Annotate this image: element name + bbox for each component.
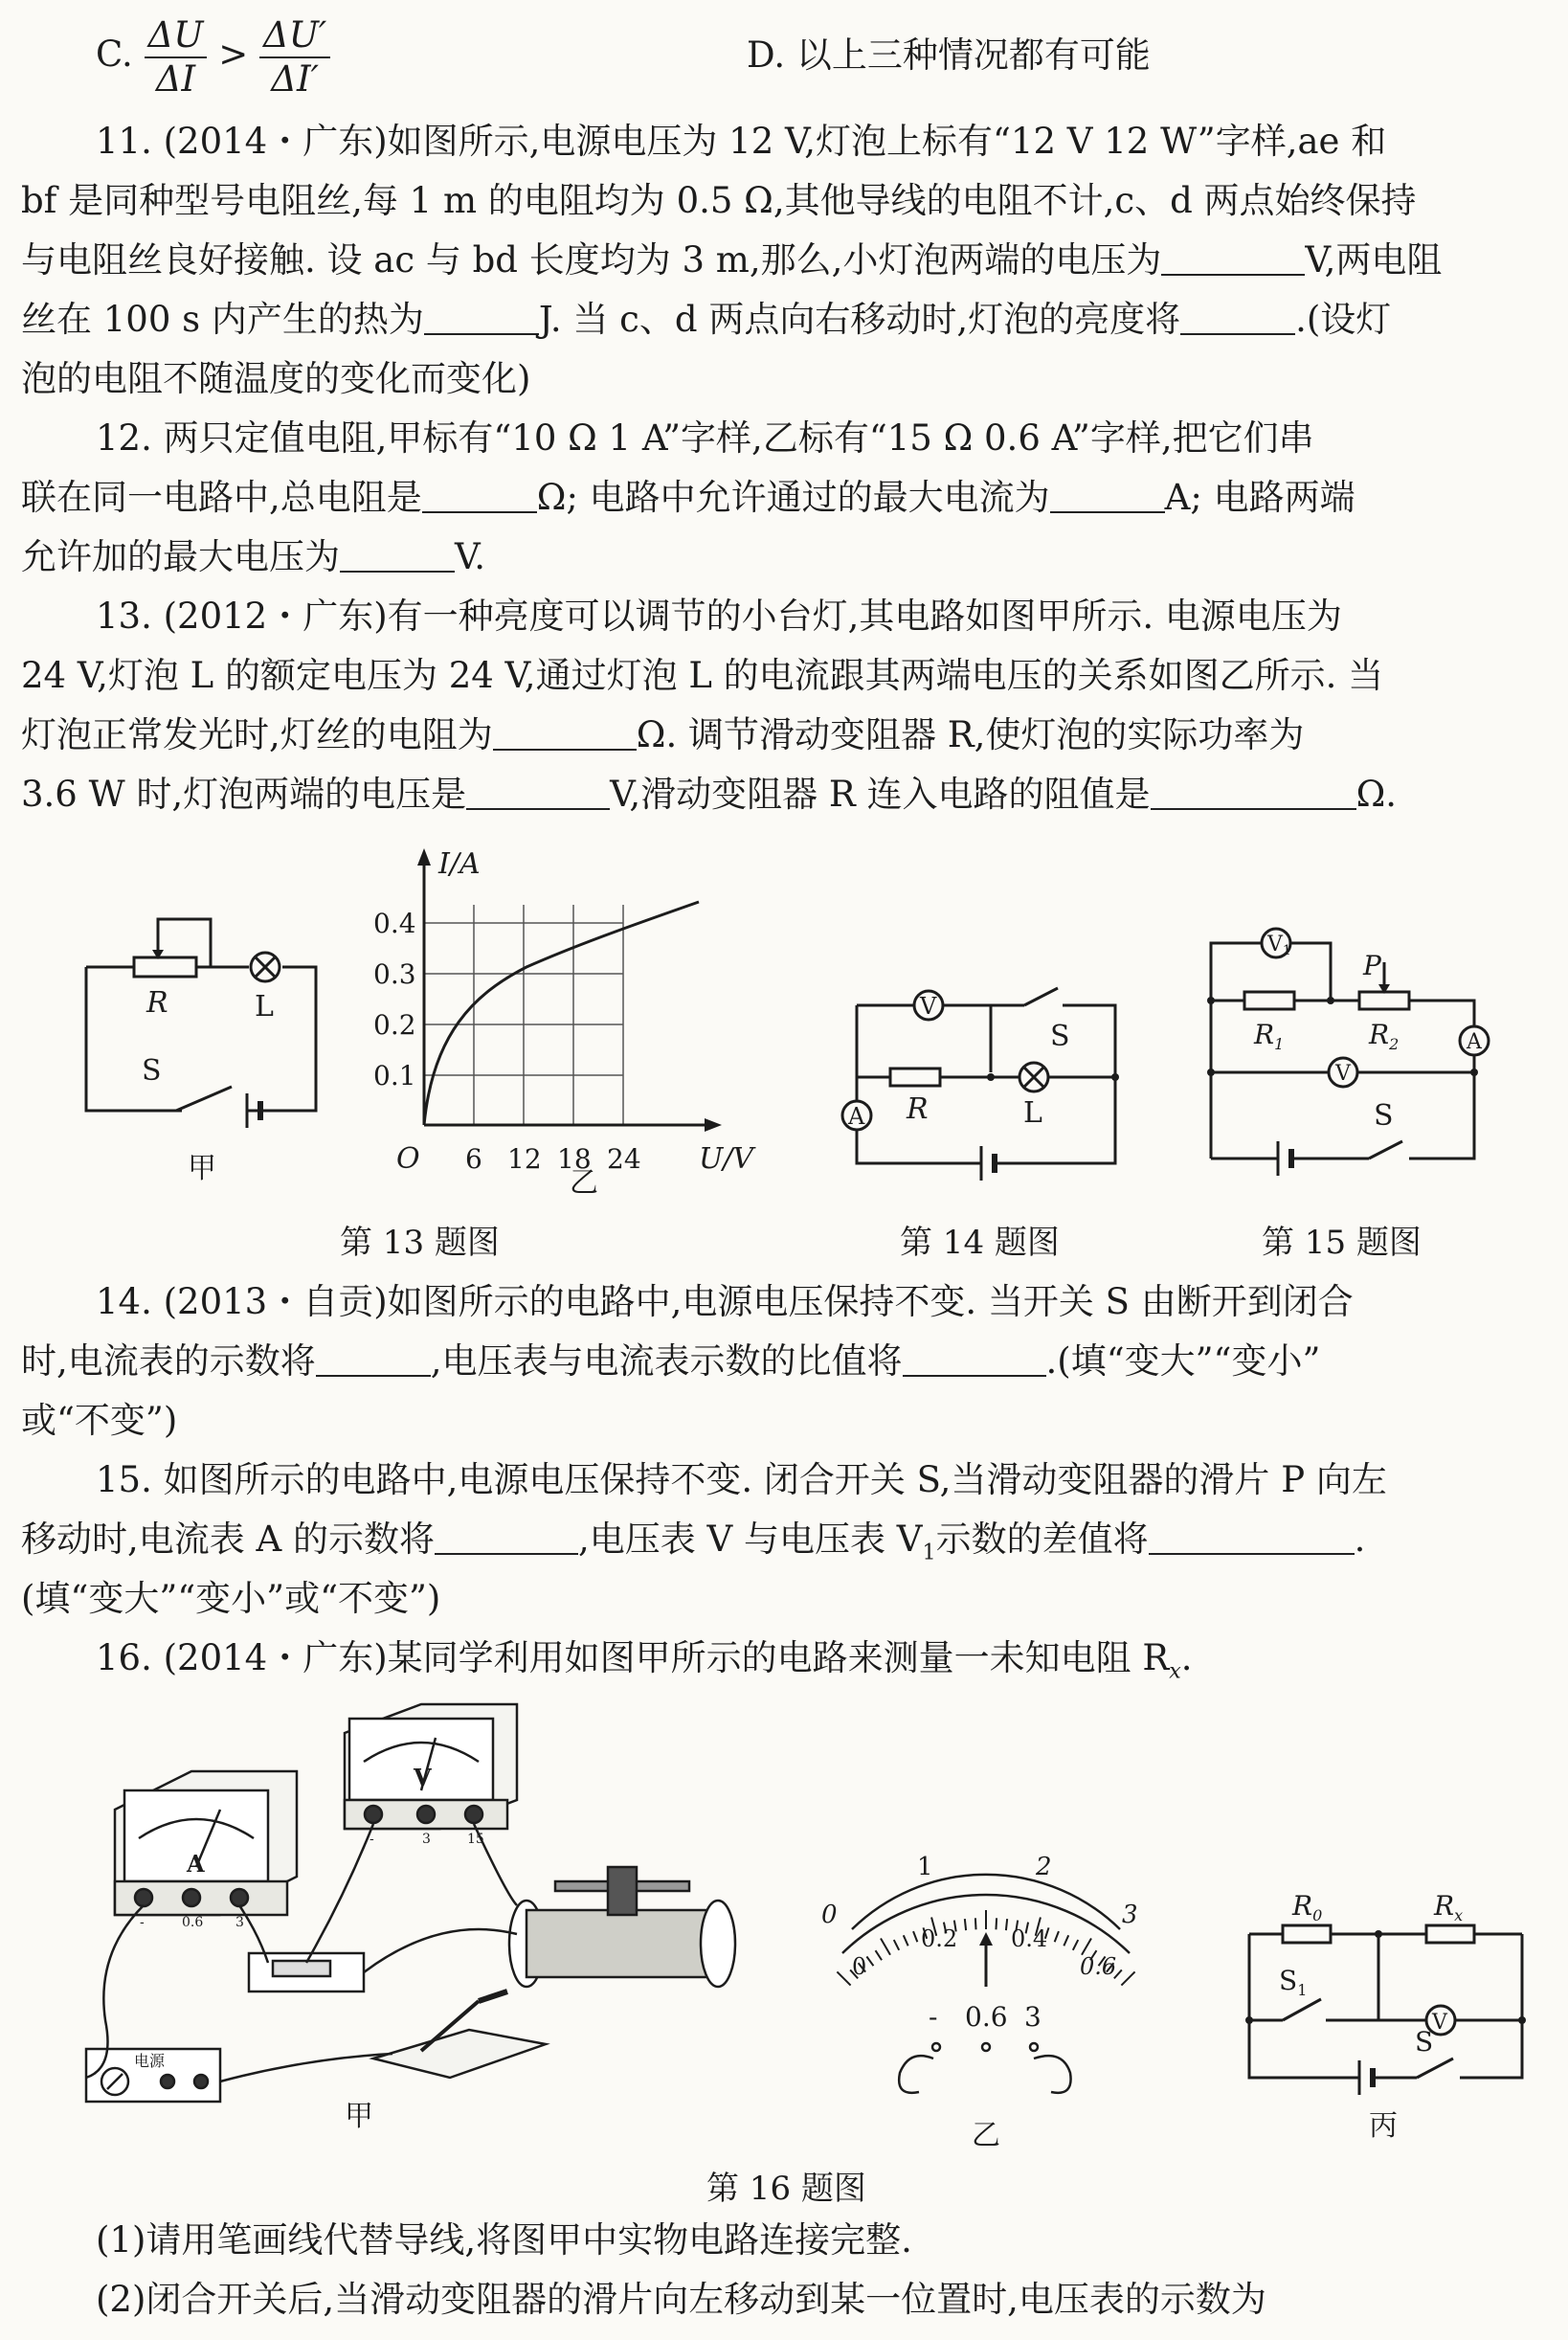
q13-line-4-text-b: V,滑动变阻器 R 连入电路的阻值是 [610, 774, 1151, 815]
x-tick-label: 12 [507, 1143, 542, 1175]
dial-top-label: 3 [1122, 1901, 1138, 1929]
fig15-caption: 第 15 题图 [1262, 1224, 1422, 1262]
q16-line-1-end: . [1180, 1637, 1193, 1678]
q15-line-2 [21, 1511, 1365, 1568]
q15-line-2-text-d: . [1354, 1519, 1366, 1560]
option-c-label: C. [96, 34, 133, 75]
q13-line-1: 13. (2012・广东)有一种亮度可以调节的小台灯,其电路如图甲所示. 电源电压为 [96, 596, 1342, 637]
q12-line-3 [21, 529, 485, 586]
q16-line-1 [96, 1630, 1193, 1687]
dial-tick [894, 1940, 899, 1950]
x-tick-label: 6 [465, 1143, 482, 1175]
switch-s1-label: $S_1$ [1279, 1965, 1308, 1999]
dial-bottom-label: 0.6 [1080, 1953, 1117, 1980]
answer-blank[interactable] [316, 1337, 431, 1377]
resistor-r1-label: $R_1$ [1254, 1019, 1285, 1053]
q12-line-1: 12. 两只定值电阻,甲标有“10 Ω 1 A”字样,乙标有“15 Ω 0.6 A”字样,把它们串 [96, 417, 1314, 459]
q15-line-2-text-b: ,电压表 V 与电压表 V [578, 1519, 923, 1560]
q12-line-2 [21, 469, 1355, 527]
fig13-caption: 第 13 题图 [340, 1224, 500, 1262]
fraction-2-numerator: ΔU′ [259, 14, 330, 58]
q10-option-d: D. 以上三种情况都有可能 [747, 34, 1151, 76]
voltmeter-label: V [1335, 1062, 1351, 1086]
ammeter-label: A [848, 1103, 865, 1130]
q13-line-3-text-a: 灯泡正常发光时,灯丝的电阻为 [21, 714, 493, 755]
voltmeter-v1-label: V1 [1267, 933, 1291, 958]
q11-line-1: 11. (2014・广东)如图所示,电源电压为 12 V,灯泡上标有“12 V 12 W”字样,ae 和 [96, 121, 1387, 162]
voltmeter-label: V [920, 993, 937, 1020]
fig16-jia-caption: 甲 [345, 2100, 373, 2133]
resistor-rx-label: $R_x$ [1434, 1890, 1464, 1924]
ammeter-terminal: 0.6 [182, 1915, 204, 1930]
rheostat-body [526, 1910, 718, 1977]
q14-line-3: 或“不变”) [21, 1400, 178, 1441]
ammeter-label: A [187, 1850, 205, 1878]
dial-zero-label: 0 [821, 1901, 838, 1929]
answer-blank[interactable] [466, 770, 610, 810]
q16-sub-2: (2)闭合开关后,当滑动变阻器的滑片向左移动到某一位置时,电压表的示数为 [96, 2279, 1266, 2320]
comparison-operator: > [218, 34, 249, 75]
q15-line-2-text-a: 移动时,电流表 A 的示数将 [21, 1519, 436, 1560]
dial-top-label: 1 [917, 1853, 933, 1881]
q12-line-2-text-b: Ω; 电路中允许通过的最大电流为 [536, 477, 1050, 518]
switch-label-s: S [1415, 2026, 1434, 2058]
origin-label: O [396, 1142, 420, 1176]
q15-line-3: (填“变大”“变小”或“不变”) [21, 1578, 441, 1619]
dial-tick [996, 1918, 997, 1929]
fig16-yi-dial [795, 1819, 1177, 2154]
dial-tick [1073, 1940, 1078, 1950]
answer-blank[interactable] [1180, 295, 1295, 335]
q14-line-2-text-c: .(填“变大”“变小” [1045, 1340, 1321, 1382]
q13-line-3-text-b: Ω. 调节滑动变阻器 R,使灯泡的实际功率为 [636, 714, 1305, 755]
fig13-jia-circuit [57, 890, 335, 1197]
q13-line-4-text-c: Ω. [1355, 774, 1398, 815]
fig15-circuit [1187, 910, 1503, 1197]
dial-terminal-label: 0.6 [965, 2001, 1008, 2033]
resistor-r2-label: $R_2$ [1369, 1019, 1400, 1053]
resistor-label-r: R [907, 1092, 929, 1126]
fig16-bing-caption: 丙 [1369, 2109, 1398, 2143]
q11-line-4-text-a: 丝在 100 s 内产生的热为 [21, 299, 424, 340]
q15-line-1: 15. 如图所示的电路中,电源电压保持不变. 闭合开关 S,当滑动变阻器的滑片 P 向左 [96, 1459, 1387, 1500]
answer-blank[interactable] [903, 1337, 1046, 1377]
fraction-1-denominator: ΔI [155, 57, 196, 100]
dial-tick [975, 1918, 976, 1929]
fig16-bing-circuit [1225, 1877, 1551, 2145]
q11-line-5: 泡的电阻不随温度的变化而变化) [21, 358, 531, 399]
q11-line-3-text-a: 与电阻丝良好接触. 设 ac 与 bd 长度均为 3 m,那么,小灯泡两端的电压为 [21, 239, 1162, 281]
dial-tick [837, 1971, 850, 1985]
voltmeter-terminal: 15 [467, 1832, 484, 1847]
q16-line-1-subscript: x [1169, 1658, 1181, 1684]
q13-line-4 [21, 766, 1397, 823]
x-tick-label: 18 [557, 1143, 592, 1175]
y-tick-label: 0.3 [373, 958, 416, 990]
voltmeter-label: V [1432, 2011, 1447, 2035]
y-tick-label: 0.1 [373, 1060, 416, 1091]
q14-line-2-text-b: ,电压表与电流表示数的比值将 [430, 1340, 903, 1382]
knife-switch [373, 2030, 546, 2078]
y-tick-label: 0.2 [373, 1009, 416, 1041]
q13-line-2: 24 V,灯泡 L 的额定电压为 24 V,通过灯泡 L 的电流跟其两端电压的关系如图乙所示. 当 [21, 655, 1384, 696]
voltmeter-terminal: 3 [422, 1832, 431, 1847]
answer-blank[interactable] [435, 1515, 578, 1555]
dial-tick [904, 1935, 908, 1946]
fraction-2 [259, 14, 330, 101]
fraction-1-numerator: ΔU [145, 14, 208, 58]
q11-line-3 [21, 232, 1442, 289]
q15-line-2-subscript: 1 [922, 1540, 936, 1565]
fig16-jia-apparatus [57, 1704, 747, 2133]
answer-blank[interactable] [1151, 770, 1356, 810]
q11-line-4 [21, 291, 1391, 349]
resistor-label-r: R [146, 986, 168, 1020]
q10-option-c [96, 11, 330, 98]
fraction-2-denominator: ΔI′ [271, 57, 320, 100]
q14-line-1: 14. (2013・自贡)如图所示的电路中,电源电压保持不变. 当开关 S 由断开到闭合 [96, 1281, 1354, 1322]
dial-tick [965, 1919, 966, 1930]
q11-line-3-text-b: V,两电阻 [1305, 239, 1443, 281]
voltmeter-label: V [414, 1764, 432, 1791]
voltmeter-terminal: - [370, 1832, 374, 1847]
q14-line-2-text-a: 时,电流表的示数将 [21, 1340, 316, 1382]
lamp-label-l: L [255, 990, 274, 1024]
power-supply-label: 电源 [134, 2052, 166, 2070]
fig14-circuit [828, 957, 1144, 1197]
dial-tick [913, 1931, 917, 1942]
y-tick-label: 0.4 [373, 908, 416, 939]
q12-line-2-text-c: A; 电路两端 [1164, 477, 1355, 518]
fig13-yi-graph [373, 833, 785, 1200]
q12-line-3-text-b: V. [455, 536, 486, 577]
switch-label-s: S [142, 1054, 162, 1088]
answer-blank[interactable] [424, 295, 539, 335]
answer-blank[interactable] [422, 473, 537, 513]
dial-tick [866, 1956, 873, 1966]
answer-blank[interactable] [1050, 473, 1165, 513]
dial-terminal-label: - [929, 2001, 938, 2033]
fig13-yi-caption: 乙 [570, 1166, 598, 1200]
dial-terminal-label: 3 [1024, 2001, 1042, 2033]
x-tick-label: 24 [607, 1143, 641, 1175]
ammeter-terminal: - [140, 1915, 145, 1930]
q11-line-4-text-b: J. 当 c、d 两点向右移动时,灯泡的亮度将 [538, 299, 1181, 340]
y-axis-label: I/A [438, 847, 481, 881]
fig16-caption: 第 16 题图 [706, 2170, 866, 2208]
dial-tick [881, 1938, 890, 1954]
q13-line-3 [21, 707, 1304, 764]
fraction-1 [145, 14, 208, 101]
lamp-label-l: L [1023, 1096, 1042, 1130]
q15-line-2-text-c: 示数的差值将 [935, 1519, 1149, 1560]
dial-bottom-label: 0.4 [1011, 1925, 1048, 1952]
answer-blank[interactable] [1149, 1515, 1355, 1555]
dial-tick [876, 1950, 883, 1960]
dial-tick [1064, 1935, 1068, 1946]
switch-label-s: S [1374, 1099, 1394, 1133]
q13-line-4-text-a: 3.6 W 时,灯泡两端的电压是 [21, 774, 467, 815]
q11-line-4-text-c: .(设灯 [1295, 299, 1392, 340]
q12-line-2-text-a: 联在同一电路中,总电阻是 [21, 477, 422, 518]
q11-line-2: bf 是同种型号电阻丝,每 1 m 的电阻均为 0.5 Ω,其他导线的电阻不计,c、d 两点始终保持 [21, 180, 1417, 221]
q12-line-3-text-a: 允许加的最大电压为 [21, 536, 340, 577]
dial-tick [1006, 1919, 1007, 1930]
answer-blank[interactable] [340, 532, 455, 573]
q16-line-1-text: 16. (2014・广东)某同学利用如图甲所示的电路来测量一未知电阻 R [96, 1637, 1170, 1678]
answer-blank[interactable] [1161, 236, 1305, 276]
fig13-jia-caption: 甲 [188, 1152, 216, 1185]
q16-sub-1: (1)请用笔画线代替导线,将图甲中实物电路连接完整. [96, 2219, 912, 2261]
ammeter-label: A [1467, 1030, 1482, 1054]
fig14-caption: 第 14 题图 [900, 1224, 1060, 1262]
dial-bottom-label: 0 [852, 1953, 867, 1980]
fig16-yi-caption: 乙 [972, 2119, 1000, 2152]
dial-top-label: 2 [1036, 1853, 1052, 1881]
slider-p-label: P [1363, 950, 1381, 981]
ammeter-terminal: 3 [235, 1915, 244, 1930]
resistor-r0-label: $R_0$ [1292, 1890, 1323, 1924]
dial-tick [1055, 1931, 1059, 1942]
answer-blank[interactable] [493, 710, 637, 751]
switch-label-s: S [1050, 1020, 1070, 1053]
iv-curve [424, 902, 699, 1125]
q14-line-2 [21, 1333, 1320, 1390]
dial-bottom-label: 0.2 [921, 1925, 958, 1952]
dial-tick [1121, 1971, 1134, 1985]
x-axis-label: U/V [699, 1142, 754, 1176]
